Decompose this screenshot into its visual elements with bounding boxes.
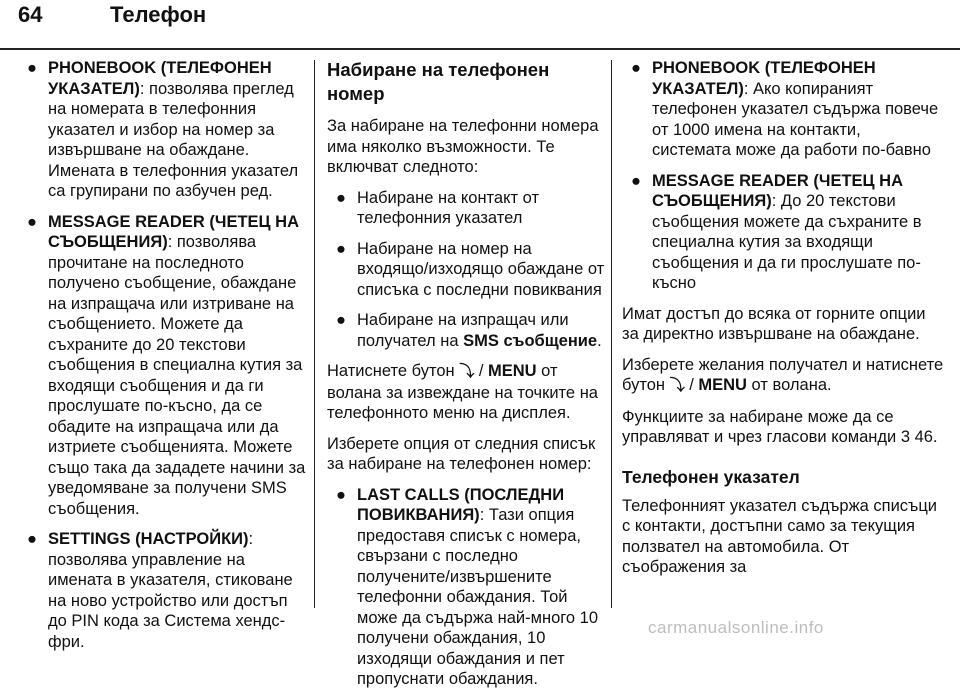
header-rule: [0, 48, 960, 50]
press-pre: Натиснете бутон: [327, 362, 460, 380]
list-item: [327, 239, 607, 301]
para-pre: Изберете желания получател и натиснете бутон: [622, 355, 944, 394]
recipient-paragraph: [622, 355, 944, 397]
item-text: Набиране на номер на входящо/изходящо обаждане от списъка с последни повиквания: [357, 239, 605, 299]
bullet-icon: ●: [27, 530, 37, 548]
voice-paragraph: [622, 407, 944, 448]
select-paragraph: Изберете опция от следния списък за набиране на телефонен номер:: [327, 434, 596, 473]
bullet-icon: ●: [631, 171, 641, 190]
column-divider: [611, 60, 612, 608]
bullet-icon: ●: [27, 59, 37, 77]
item-text: : До 20 текстови съобщения можете да съхраните в специална кутия за входящи съобщения и да ги прослушате по-късно: [652, 192, 922, 292]
column-divider: [314, 60, 315, 608]
page-number: 64: [18, 2, 43, 27]
phonebook-paragraph: Телефонният указател съдържа списъци с контакти, достъпни само за текущия ползвател на автомобила. От съображения за: [622, 496, 938, 576]
options-paragraph: Имат достъп до всяка от горните опции за директно извършване на обаждане.: [622, 304, 926, 343]
column-left: [18, 58, 308, 662]
page-title: Телефон: [110, 2, 207, 27]
para-post: от волана.: [746, 376, 832, 394]
item-term: PHONEBOOK (ТЕЛЕФОНЕН УКАЗАТЕЛ): [48, 59, 272, 98]
intro-paragraph: За набиране на телефонни номера има няколко възможности. Те включват следното:: [327, 117, 599, 176]
list-item: [622, 171, 944, 294]
list-item: [18, 58, 308, 202]
bullet-icon: ●: [27, 212, 37, 231]
list-item: [622, 58, 944, 161]
item-text: Набиране на контакт от телефонния указател: [357, 188, 540, 227]
item-suffix: .: [597, 331, 602, 350]
list-item: [327, 485, 607, 690]
item-text: : позволява преглед на номерата в телефонния указател и избор на номер за извършване на обаждане. Имената в телефонния указател са групирани по азбучен ред.: [48, 79, 299, 200]
list-item: [327, 310, 607, 351]
list-item: [18, 212, 308, 520]
phone-call-icon: ⤵: [669, 377, 685, 394]
item-term: MESSAGE READER (ЧЕТЕЦ НА СЪОБЩЕНИЯ): [652, 171, 904, 210]
item-bold-text: SMS съобщение: [463, 331, 598, 350]
list-item: [18, 529, 308, 652]
voice-text: Функциите за набиране може да се управляват и чрез гласови команди: [622, 407, 897, 446]
item-term: MESSAGE READER (ЧЕТЕЦ НА СЪОБЩЕНИЯ): [48, 212, 300, 251]
list-item: [327, 188, 607, 229]
item-text: Набиране на изпращач или получател на: [357, 311, 569, 350]
item-term: LAST CALLS (ПОСЛЕДНИ ПОВИКВАНИЯ): [357, 485, 565, 524]
page-ref: 46.: [910, 428, 938, 446]
press-post: от волана за извеждане на точките на телефонното меню на дисплея.: [327, 362, 598, 422]
column-middle: [327, 58, 607, 700]
item-text: : Тази опция предоставя списък с номера, свързани с последно получените/извършените телефонни обаждания. Той може да съдържа най-много 10 получени обаждания, 10 изходящи обаждания и пет пропуснати обаждания.: [357, 506, 599, 688]
item-term: PHONEBOOK (ТЕЛЕФОНЕН УКАЗАТЕЛ): [652, 59, 876, 98]
watermark: carmanualsonline.info: [648, 618, 824, 637]
menu-label: MENU: [698, 376, 747, 394]
section-heading: Телефонен указател: [622, 466, 800, 487]
item-text: : Ако копираният телефонен указател съдържа повече от 1000 имена на контакти, системата може да работи по-бавно: [652, 79, 939, 159]
page-header: [18, 2, 206, 42]
press-instruction: [327, 361, 607, 424]
bullet-icon: ●: [336, 239, 346, 258]
slash-separator: /: [684, 376, 699, 394]
column-right: [622, 58, 944, 588]
section-heading: Набиране на телефонен номер: [327, 59, 550, 104]
page-ref-icon: 3: [900, 428, 911, 446]
item-term: SETTINGS (НАСТРОЙКИ): [48, 530, 249, 548]
slash-separator: /: [474, 362, 488, 380]
menu-label: MENU: [488, 362, 537, 380]
bullet-icon: ●: [631, 59, 641, 77]
item-text: : позволява управление на имената в указателя, стиковане на ново устройство или достъп до PIN кода за Система хендс-фри.: [48, 530, 293, 651]
item-text: : позволява прочитане на последното получено съобщение, обаждане на изпращача или изтриване на съобщението. Можете да съхраните до 20 текстови съобщения в специална кутия за входящи съобщения и да ги прослушате по-късно, да се обадите на изпращача или да изтриете съобщенията. Можете също така да зададете начини за уведомяване за получени SMS съобщения.: [48, 233, 306, 518]
bullet-icon: ●: [336, 485, 346, 504]
bullet-icon: ●: [336, 188, 346, 207]
bullet-icon: ●: [336, 311, 346, 329]
phone-call-icon: ⤵: [459, 363, 475, 380]
